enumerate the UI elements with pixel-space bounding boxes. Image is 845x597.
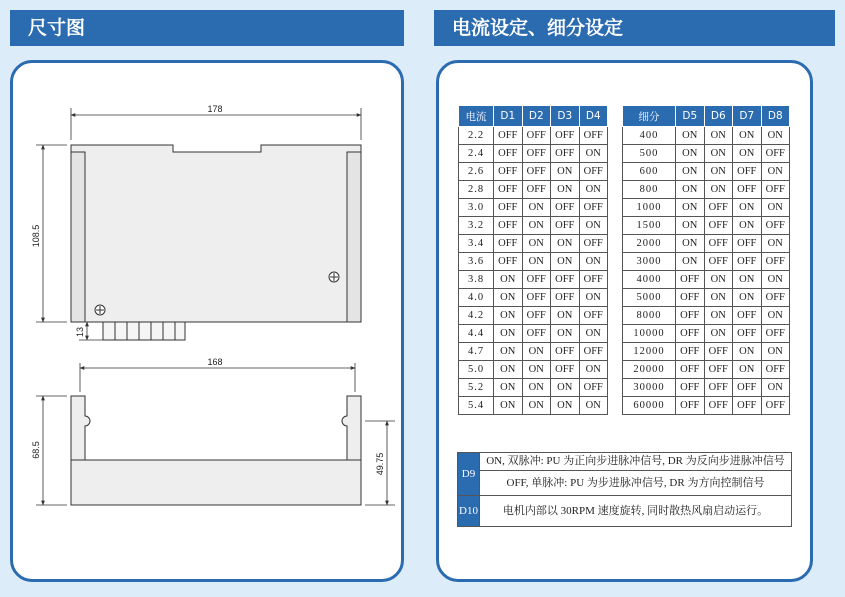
- table-row: [459, 235, 608, 253]
- microstep-cell: OFF: [761, 397, 790, 415]
- current-cell: ON: [579, 289, 608, 307]
- settings-header: [434, 10, 835, 46]
- microstep-cell: OFF: [761, 325, 790, 343]
- current-cell: 5.0: [459, 361, 494, 379]
- microstep-cell: ON: [676, 127, 705, 145]
- table-row: [623, 235, 790, 253]
- microstep-cell: ON: [704, 163, 733, 181]
- current-header-cell: D2: [522, 106, 551, 127]
- current-cell: OFF: [551, 199, 580, 217]
- microstep-table-header: [623, 106, 790, 127]
- microstep-cell: ON: [761, 307, 790, 325]
- microstep-cell: ON: [733, 217, 762, 235]
- current-cell: OFF: [579, 343, 608, 361]
- microstep-cell: 600: [623, 163, 676, 181]
- current-cell: OFF: [522, 307, 551, 325]
- table-row: [459, 325, 608, 343]
- table-row: [623, 145, 790, 163]
- current-cell: OFF: [522, 289, 551, 307]
- current-cell: ON: [494, 307, 523, 325]
- table-row: [623, 343, 790, 361]
- table-row: [459, 181, 608, 199]
- microstep-table: [622, 105, 790, 415]
- current-cell: ON: [551, 307, 580, 325]
- microstep-cell: ON: [676, 235, 705, 253]
- table-row: [623, 361, 790, 379]
- note-row-d9-off: [458, 471, 792, 496]
- microstep-cell: OFF: [676, 271, 705, 289]
- microstep-cell: OFF: [676, 379, 705, 397]
- current-header-cell: D3: [551, 106, 580, 127]
- current-cell: OFF: [494, 127, 523, 145]
- microstep-cell: OFF: [733, 253, 762, 271]
- microstep-cell: ON: [733, 145, 762, 163]
- microstep-cell: OFF: [761, 145, 790, 163]
- current-cell: ON: [522, 397, 551, 415]
- dim-side-width: 168: [207, 357, 223, 367]
- current-cell: OFF: [522, 127, 551, 145]
- microstep-cell: OFF: [733, 163, 762, 181]
- current-cell: 3.6: [459, 253, 494, 271]
- current-cell: 4.2: [459, 307, 494, 325]
- microstep-cell: ON: [733, 343, 762, 361]
- current-cell: ON: [579, 325, 608, 343]
- microstep-cell: OFF: [733, 307, 762, 325]
- current-cell: OFF: [494, 181, 523, 199]
- microstep-cell: ON: [704, 289, 733, 307]
- current-cell: 4.7: [459, 343, 494, 361]
- d10-text: 电机内部以 30RPM 速度旋转, 同时散热风扇启动运行。: [479, 496, 791, 527]
- microstep-header-cell: D5: [676, 106, 705, 127]
- current-header-cell: 电流: [459, 106, 494, 127]
- current-cell: OFF: [551, 145, 580, 163]
- table-row: [623, 217, 790, 235]
- current-cell: ON: [522, 343, 551, 361]
- table-row: [459, 253, 608, 271]
- current-cell: ON: [522, 379, 551, 397]
- current-cell: ON: [551, 325, 580, 343]
- current-cell: 5.4: [459, 397, 494, 415]
- current-cell: 3.8: [459, 271, 494, 289]
- current-cell: 2.2: [459, 127, 494, 145]
- current-cell: ON: [579, 397, 608, 415]
- table-row: [459, 307, 608, 325]
- current-cell: ON: [522, 253, 551, 271]
- microstep-cell: OFF: [704, 253, 733, 271]
- microstep-cell: OFF: [676, 361, 705, 379]
- current-cell: OFF: [494, 145, 523, 163]
- screw-icon: [329, 272, 339, 282]
- current-cell: ON: [494, 325, 523, 343]
- d9-key: D9: [458, 453, 480, 496]
- dimension-header: [10, 10, 404, 46]
- table-row: [623, 325, 790, 343]
- microstep-cell: 12000: [623, 343, 676, 361]
- current-cell: ON: [579, 145, 608, 163]
- microstep-header-cell: D8: [761, 106, 790, 127]
- microstep-cell: OFF: [704, 199, 733, 217]
- dimension-drawing: [13, 63, 401, 579]
- microstep-cell: 30000: [623, 379, 676, 397]
- microstep-cell: 2000: [623, 235, 676, 253]
- microstep-cell: 400: [623, 127, 676, 145]
- microstep-cell: ON: [733, 127, 762, 145]
- current-cell: 3.0: [459, 199, 494, 217]
- current-cell: 5.2: [459, 379, 494, 397]
- microstep-cell: 1000: [623, 199, 676, 217]
- top-view-body: [71, 145, 361, 322]
- current-cell: ON: [551, 253, 580, 271]
- current-header-cell: D4: [579, 106, 608, 127]
- current-cell: OFF: [522, 181, 551, 199]
- microstep-cell: OFF: [761, 253, 790, 271]
- current-cell: ON: [494, 379, 523, 397]
- current-cell: 2.8: [459, 181, 494, 199]
- microstep-cell: OFF: [761, 289, 790, 307]
- current-cell: OFF: [579, 163, 608, 181]
- microstep-cell: ON: [733, 199, 762, 217]
- current-cell: ON: [551, 181, 580, 199]
- current-cell: 3.4: [459, 235, 494, 253]
- current-cell: OFF: [522, 325, 551, 343]
- side-view: [71, 396, 361, 505]
- microstep-cell: 1500: [623, 217, 676, 235]
- table-row: [623, 289, 790, 307]
- table-row: [459, 289, 608, 307]
- current-cell: OFF: [494, 253, 523, 271]
- microstep-cell: ON: [676, 163, 705, 181]
- microstep-cell: ON: [704, 181, 733, 199]
- microstep-cell: OFF: [761, 181, 790, 199]
- current-cell: OFF: [579, 199, 608, 217]
- microstep-cell: ON: [676, 253, 705, 271]
- microstep-cell: ON: [733, 361, 762, 379]
- microstep-cell: 500: [623, 145, 676, 163]
- microstep-cell: ON: [761, 199, 790, 217]
- microstep-cell: OFF: [704, 343, 733, 361]
- current-cell: 3.2: [459, 217, 494, 235]
- table-row: [459, 379, 608, 397]
- current-header-cell: D1: [494, 106, 523, 127]
- table-row: [459, 127, 608, 145]
- microstep-cell: OFF: [733, 379, 762, 397]
- microstep-cell: ON: [761, 163, 790, 181]
- table-row: [459, 163, 608, 181]
- current-cell: OFF: [494, 199, 523, 217]
- current-cell: 2.4: [459, 145, 494, 163]
- microstep-cell: 8000: [623, 307, 676, 325]
- microstep-cell: ON: [733, 289, 762, 307]
- table-row: [623, 271, 790, 289]
- microstep-cell: ON: [676, 217, 705, 235]
- microstep-cell: OFF: [761, 217, 790, 235]
- table-row: [623, 379, 790, 397]
- microstep-cell: ON: [761, 127, 790, 145]
- dim-terminal: 13: [75, 326, 85, 338]
- microstep-cell: ON: [733, 271, 762, 289]
- terminal-block: [103, 322, 185, 340]
- current-cell: ON: [522, 199, 551, 217]
- microstep-header-cell: 细分: [623, 106, 676, 127]
- top-view: [71, 145, 361, 322]
- microstep-cell: ON: [676, 145, 705, 163]
- microstep-cell: 3000: [623, 253, 676, 271]
- microstep-cell: ON: [761, 271, 790, 289]
- microstep-header-cell: D6: [704, 106, 733, 127]
- current-cell: 2.6: [459, 163, 494, 181]
- table-row: [459, 271, 608, 289]
- dimension-title: 尺寸图: [28, 17, 86, 39]
- microstep-cell: ON: [676, 199, 705, 217]
- microstep-cell: ON: [761, 343, 790, 361]
- current-table: [458, 105, 608, 415]
- table-row: [623, 127, 790, 145]
- microstep-cell: OFF: [704, 397, 733, 415]
- table-row: [623, 307, 790, 325]
- current-cell: ON: [522, 361, 551, 379]
- current-cell: ON: [551, 235, 580, 253]
- table-row: [623, 397, 790, 415]
- current-cell: OFF: [551, 343, 580, 361]
- current-table-header: [459, 106, 608, 127]
- current-cell: ON: [522, 235, 551, 253]
- d10-key: D10: [458, 496, 480, 527]
- dim-top-width: 178: [207, 104, 223, 114]
- current-cell: ON: [494, 289, 523, 307]
- table-row: [623, 181, 790, 199]
- table-row: [459, 361, 608, 379]
- current-cell: ON: [579, 361, 608, 379]
- current-cell: OFF: [522, 145, 551, 163]
- table-row: [623, 199, 790, 217]
- dim-height: 108.5: [31, 224, 41, 248]
- function-notes: [457, 452, 792, 527]
- table-row: [459, 397, 608, 415]
- table-row: [623, 163, 790, 181]
- microstep-cell: OFF: [704, 217, 733, 235]
- microstep-cell: 10000: [623, 325, 676, 343]
- table-row: [459, 145, 608, 163]
- microstep-cell: OFF: [733, 181, 762, 199]
- current-cell: OFF: [551, 289, 580, 307]
- dim-side-inner: 49.75: [375, 452, 385, 476]
- microstep-cell: OFF: [761, 361, 790, 379]
- microstep-cell: OFF: [704, 379, 733, 397]
- microstep-cell: OFF: [676, 289, 705, 307]
- current-cell: ON: [494, 343, 523, 361]
- current-cell: OFF: [522, 271, 551, 289]
- microstep-cell: OFF: [676, 307, 705, 325]
- microstep-cell: OFF: [733, 397, 762, 415]
- microstep-header-cell: D7: [733, 106, 762, 127]
- microstep-cell: 800: [623, 181, 676, 199]
- current-cell: 4.4: [459, 325, 494, 343]
- current-cell: OFF: [522, 163, 551, 181]
- current-cell: OFF: [551, 217, 580, 235]
- current-cell: OFF: [494, 217, 523, 235]
- microstep-cell: ON: [704, 325, 733, 343]
- microstep-cell: ON: [704, 271, 733, 289]
- current-cell: ON: [494, 361, 523, 379]
- microstep-cell: OFF: [704, 235, 733, 253]
- note-row-d10: [458, 496, 792, 527]
- microstep-cell: ON: [761, 235, 790, 253]
- current-cell: OFF: [579, 307, 608, 325]
- microstep-cell: OFF: [733, 325, 762, 343]
- current-cell: OFF: [494, 163, 523, 181]
- dimension-panel: [10, 60, 404, 582]
- microstep-cell: ON: [704, 145, 733, 163]
- microstep-cell: ON: [704, 127, 733, 145]
- microstep-cell: OFF: [676, 325, 705, 343]
- microstep-cell: 5000: [623, 289, 676, 307]
- current-cell: ON: [551, 379, 580, 397]
- side-view-body: [71, 396, 361, 505]
- d9-on-text: ON, 双脉冲: PU 为正向步进脉冲信号, DR 为反向步进脉冲信号: [479, 453, 791, 471]
- microstep-cell: OFF: [676, 397, 705, 415]
- current-cell: OFF: [579, 271, 608, 289]
- current-cell: ON: [494, 271, 523, 289]
- current-cell: ON: [551, 163, 580, 181]
- current-cell: OFF: [579, 235, 608, 253]
- current-cell: ON: [522, 217, 551, 235]
- current-cell: ON: [579, 217, 608, 235]
- current-cell: OFF: [579, 127, 608, 145]
- current-cell: OFF: [494, 235, 523, 253]
- table-row: [623, 253, 790, 271]
- microstep-cell: ON: [761, 379, 790, 397]
- current-cell: OFF: [551, 271, 580, 289]
- table-row: [459, 343, 608, 361]
- microstep-cell: OFF: [676, 343, 705, 361]
- current-cell: OFF: [551, 127, 580, 145]
- left-rail: [71, 152, 85, 322]
- microstep-cell: ON: [676, 181, 705, 199]
- current-cell: ON: [579, 181, 608, 199]
- table-row: [459, 199, 608, 217]
- d9-off-text: OFF, 单脉冲: PU 为步进脉冲信号, DR 为方向控制信号: [479, 471, 791, 496]
- current-cell: 4.0: [459, 289, 494, 307]
- note-row-d9-on: [458, 453, 792, 471]
- current-cell: ON: [494, 397, 523, 415]
- screw-icon: [95, 305, 105, 315]
- microstep-cell: 20000: [623, 361, 676, 379]
- microstep-cell: ON: [704, 307, 733, 325]
- microstep-cell: OFF: [733, 235, 762, 253]
- microstep-cell: 60000: [623, 397, 676, 415]
- current-cell: OFF: [579, 379, 608, 397]
- settings-title: 电流设定、细分设定: [452, 17, 624, 39]
- microstep-cell: 4000: [623, 271, 676, 289]
- microstep-cell: OFF: [704, 361, 733, 379]
- right-rail: [347, 152, 361, 322]
- table-row: [459, 217, 608, 235]
- current-cell: ON: [551, 397, 580, 415]
- current-cell: OFF: [551, 361, 580, 379]
- dim-side-height: 68.5: [31, 441, 41, 459]
- current-cell: ON: [579, 253, 608, 271]
